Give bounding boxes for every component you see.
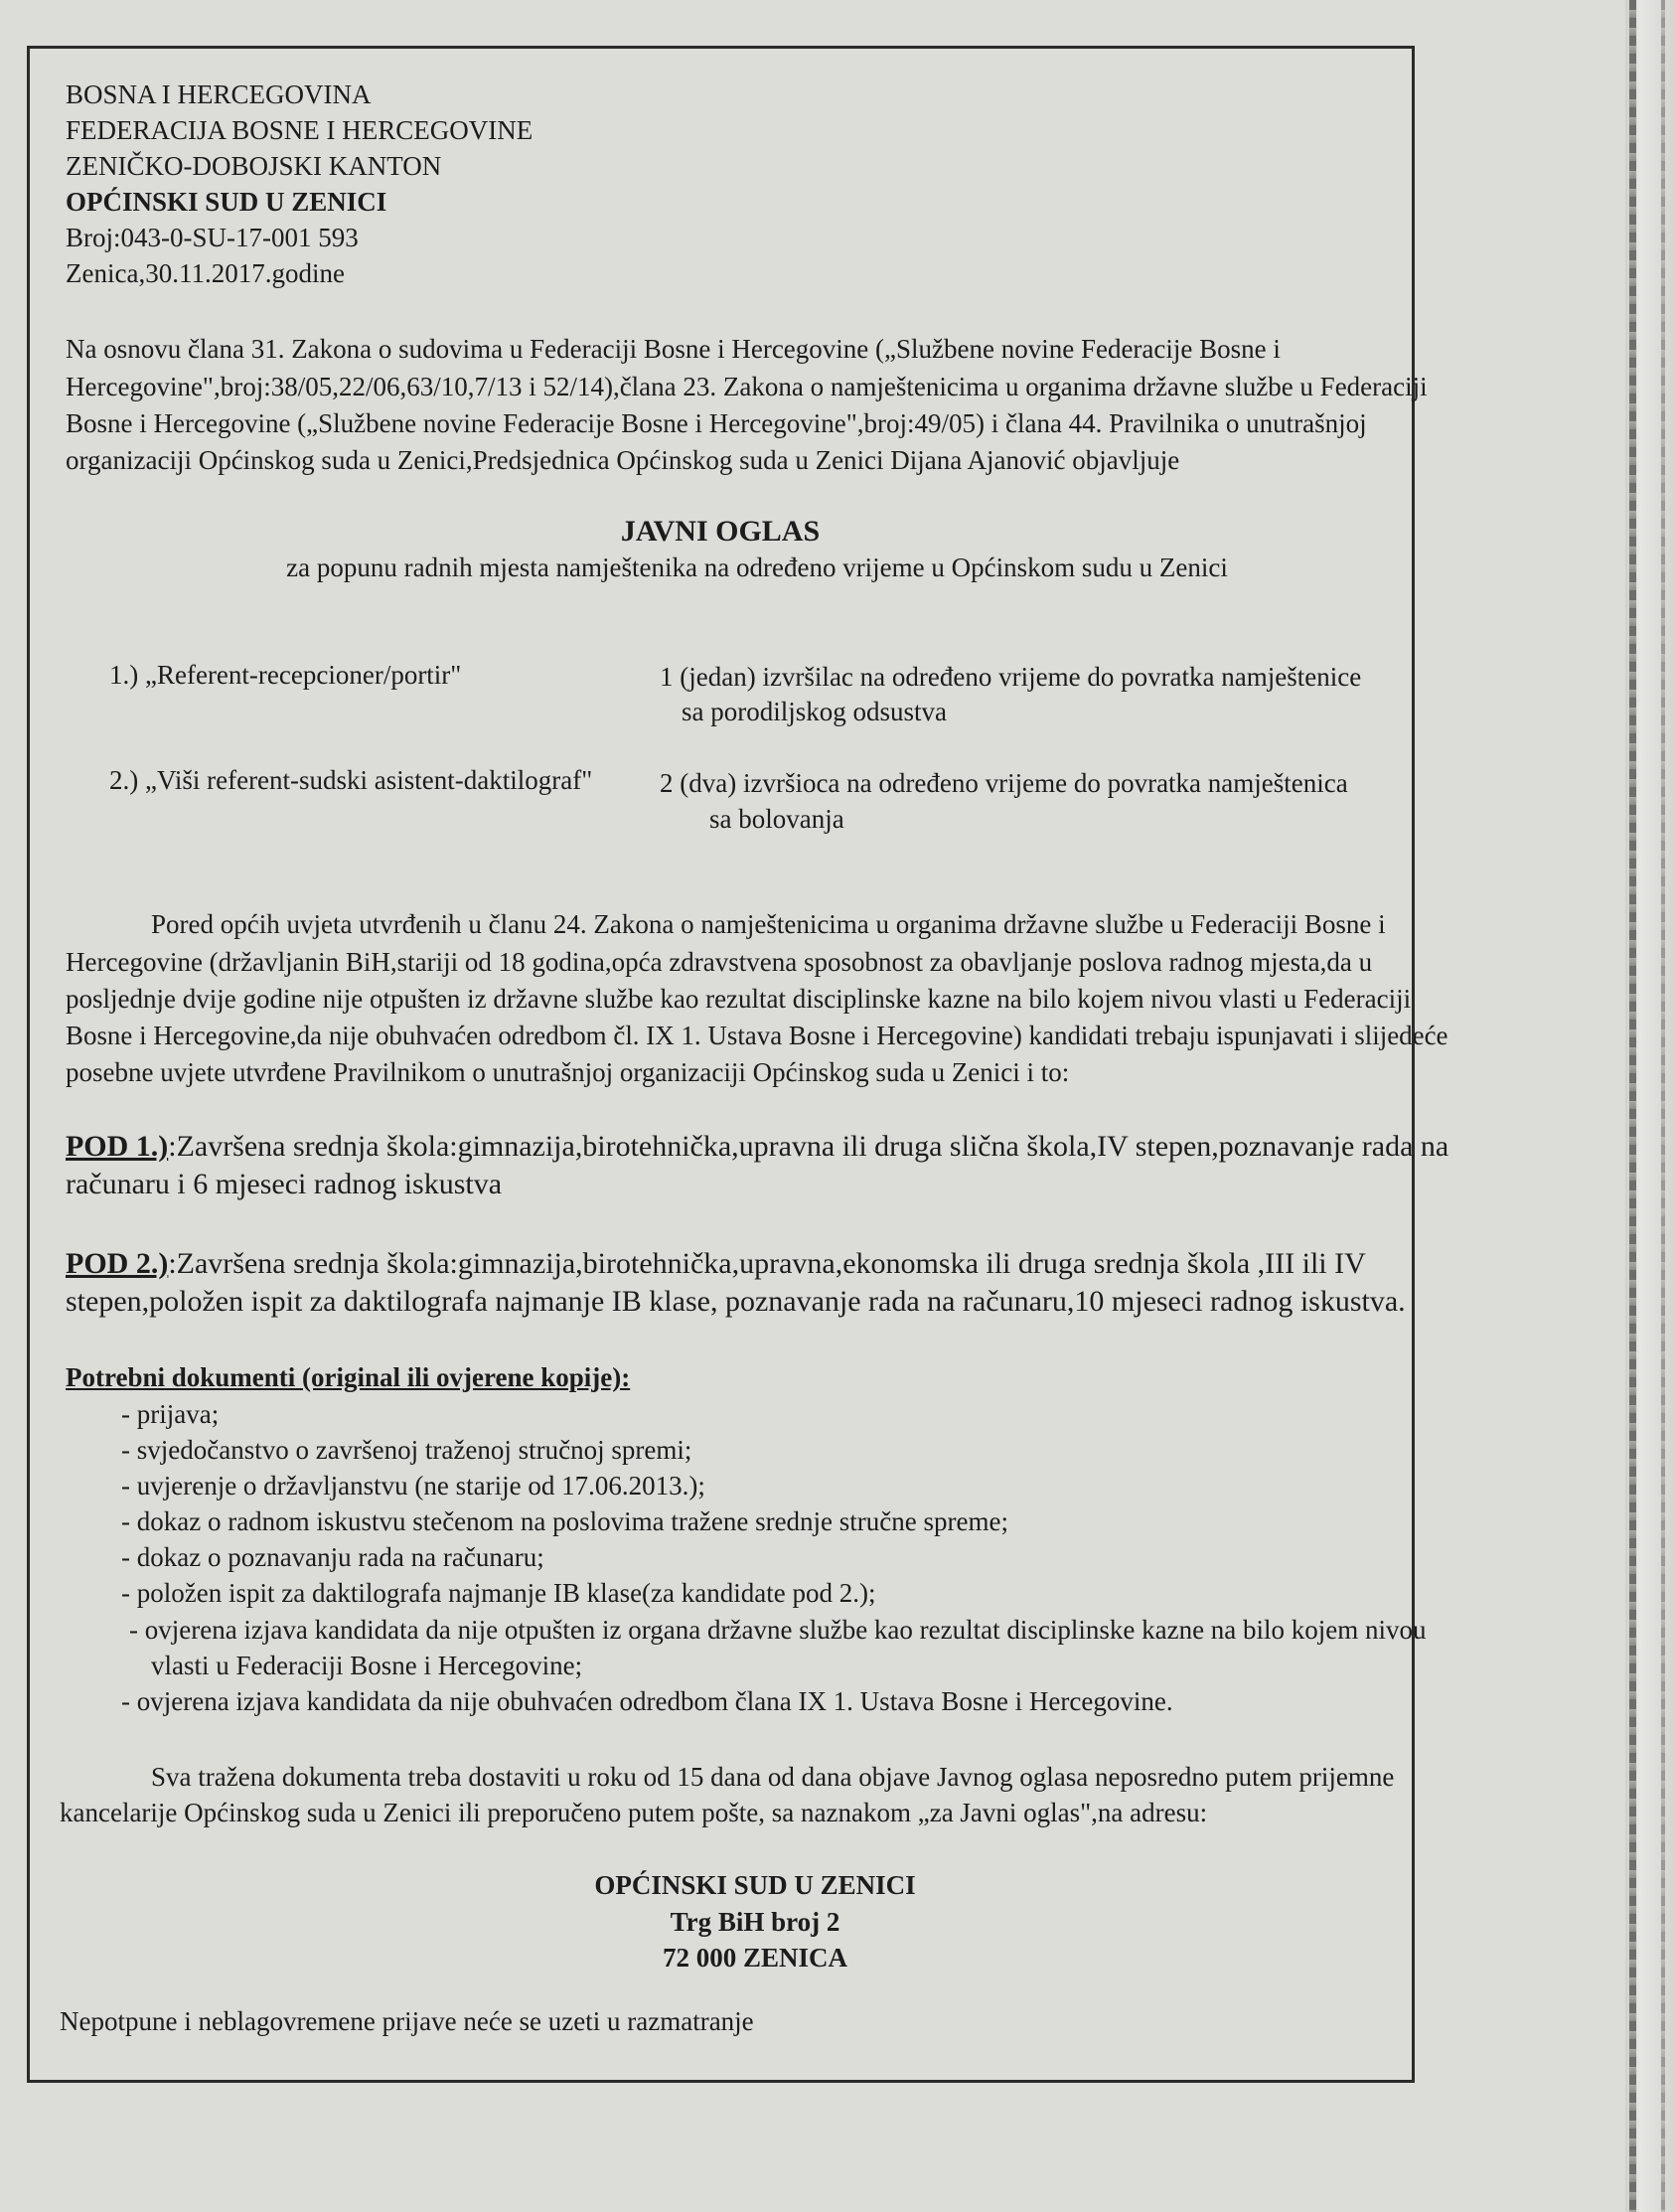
- page-fold: [1625, 0, 1675, 2212]
- document-item: - ovjerena izjava kandidata da nije obuhvaćen odredbom člana IX 1. Ustava Bosne i Hercegovine.: [121, 1686, 1173, 1716]
- pod-1-text: računaru i 6 mjeseci radnog iskustva: [66, 1168, 503, 1200]
- conditions-line: Pored općih uvjeta utvrđenih u članu 24. Zakona o namještenicima u organima državne službe u Federaciji Bosne i: [151, 909, 1386, 939]
- document-item: - uvjerenje o državljanstvu (ne starije od 17.06.2013.);: [121, 1471, 705, 1501]
- fold-shadow-line: [1629, 0, 1636, 2212]
- position-2-name: 2.) „Viši referent-sudski asistent-daktilograf": [109, 765, 593, 795]
- fold-edge-line: [1661, 0, 1665, 2212]
- intro-line: Na osnovu člana 31. Zakona o sudovima u Federaciji Bosne i Hercegovine („Službene novine Federacije Bosne i: [66, 334, 1281, 364]
- footer-note: Nepotpune i neblagovremene prijave neće se uzeti u razmatranje: [60, 2006, 754, 2036]
- delivery-line: kancelarije Općinskog suda u Zenici ili preporučeno putem pošte, sa naznakom „za Javni oglas",na adresu:: [60, 1798, 1208, 1827]
- conditions-line: posljednje dvije godine nije otpušten iz državne službe kao rezultat disciplinske kazne na bilo kojem nivou vlasti u Federaciji: [66, 984, 1412, 1014]
- address-city: 72 000 ZENICA: [662, 1943, 848, 1973]
- pod-2-label: POD 2.): [66, 1247, 169, 1280]
- intro-line: organizaciji Općinskog suda u Zenici,Predsjednica Općinskog suda u Zenici Dijana Ajanović objavljuje: [66, 445, 1180, 475]
- pod-1-label: POD 1.): [66, 1130, 169, 1163]
- document-item: - prijava;: [121, 1399, 220, 1429]
- position-1-description: sa porodiljskog odsustva: [682, 697, 947, 726]
- address-street: Trg BiH broj 2: [670, 1907, 840, 1937]
- position-2-description: 2 (dva) izvršioca na određeno vrijeme do povratka namještenica: [660, 768, 1348, 798]
- document-item: - dokaz o radnom iskustvu stečenom na poslovima tražene srednje stručne spreme;: [121, 1506, 1008, 1536]
- position-2-description: sa bolovanja: [709, 804, 844, 834]
- header-date: Zenica,30.11.2017.godine: [66, 258, 345, 288]
- delivery-line: Sva tražena dokumenta treba dostaviti u roku od 15 dana od dana objave Javnog oglasa neposredno putem prijemne: [151, 1762, 1395, 1792]
- pod-1-text: :Završena srednja škola:gimnazija,birotehnička,upravna ili druga slična škola,IV stepen,poznavanje rada na: [168, 1130, 1449, 1163]
- intro-line: Hercegovine",broj:38/05,22/06,63/10,7/13 i 52/14),člana 23. Zakona o namještenicima u organima državne službe u Federaciji: [66, 372, 1428, 401]
- pod-1-requirements: [66, 1132, 1448, 1162]
- document-item: - položen ispit za daktilografa najmanje IB klase(za kandidate pod 2.);: [121, 1578, 876, 1608]
- header-court: OPĆINSKI SUD U ZENICI: [66, 187, 387, 217]
- pod-2-text: :Završena srednja škola:gimnazija,birotehnička,upravna,ekonomska ili druga srednja škola ,III ili IV: [168, 1247, 1366, 1280]
- pod-2-requirements: [66, 1249, 1366, 1279]
- documents-heading: Potrebni dokumenti (original ili ovjerene kopije):: [66, 1362, 631, 1392]
- document-item: vlasti u Federaciji Bosne i Hercegovine;: [151, 1651, 583, 1680]
- address-court: OPĆINSKI SUD U ZENICI: [594, 1870, 916, 1900]
- conditions-line: posebne uvjete utvrđene Pravilnikom o unutrašnjoj organizaciji Općinskog suda u Zenici i to:: [66, 1057, 1070, 1087]
- document-item: - ovjerena izjava kandidata da nije otpušten iz organa državne službe kao rezultat disciplinske kazne na bilo kojem nivou: [129, 1615, 1427, 1645]
- document-item: - dokaz o poznavanju rada na računaru;: [121, 1542, 544, 1572]
- header-country: BOSNA I HERCEGOVINA: [66, 79, 372, 109]
- position-1-name: 1.) „Referent-recepcioner/portir": [109, 660, 462, 690]
- document-item: - svjedočanstvo o završenoj traženoj stručnoj spremi;: [121, 1435, 692, 1465]
- position-1-description: 1 (jedan) izvršilac na određeno vrijeme do povratka namještenice: [660, 662, 1362, 692]
- conditions-line: Hercegovine (državljanin BiH,stariji od 18 godina,opća zdravstvena sposobnost za obavljanje poslova radnog mjesta,da u: [66, 947, 1373, 977]
- intro-line: Bosne i Hercegovine („Službene novine Federacije Bosne i Hercegovine",broj:49/05) i člana 44. Pravilnika o unutrašnjoj: [66, 408, 1367, 438]
- notice-title: JAVNI OGLAS: [620, 515, 821, 548]
- conditions-line: Bosne i Hercegovine,da nije obuhvaćen odredbom čl. IX 1. Ustava Bosne i Hercegovine) kandidati trebaju ispunjavati i slijedeće: [66, 1021, 1448, 1050]
- pod-2-text: stepen,položen ispit za daktilografa najmanje IB klase, poznavanje rada na računaru,10 mjeseci radnog iskustva.: [66, 1285, 1406, 1318]
- header-canton: ZENIČKO-DOBOJSKI KANTON: [66, 151, 442, 181]
- notice-subtitle: za popunu radnih mjesta namještenika na određeno vrijeme u Općinskom sudu u Zenici: [286, 553, 1228, 582]
- header-number: Broj:043-0-SU-17-001 593: [66, 223, 359, 252]
- header-federation: FEDERACIJA BOSNE I HERCEGOVINE: [66, 115, 533, 145]
